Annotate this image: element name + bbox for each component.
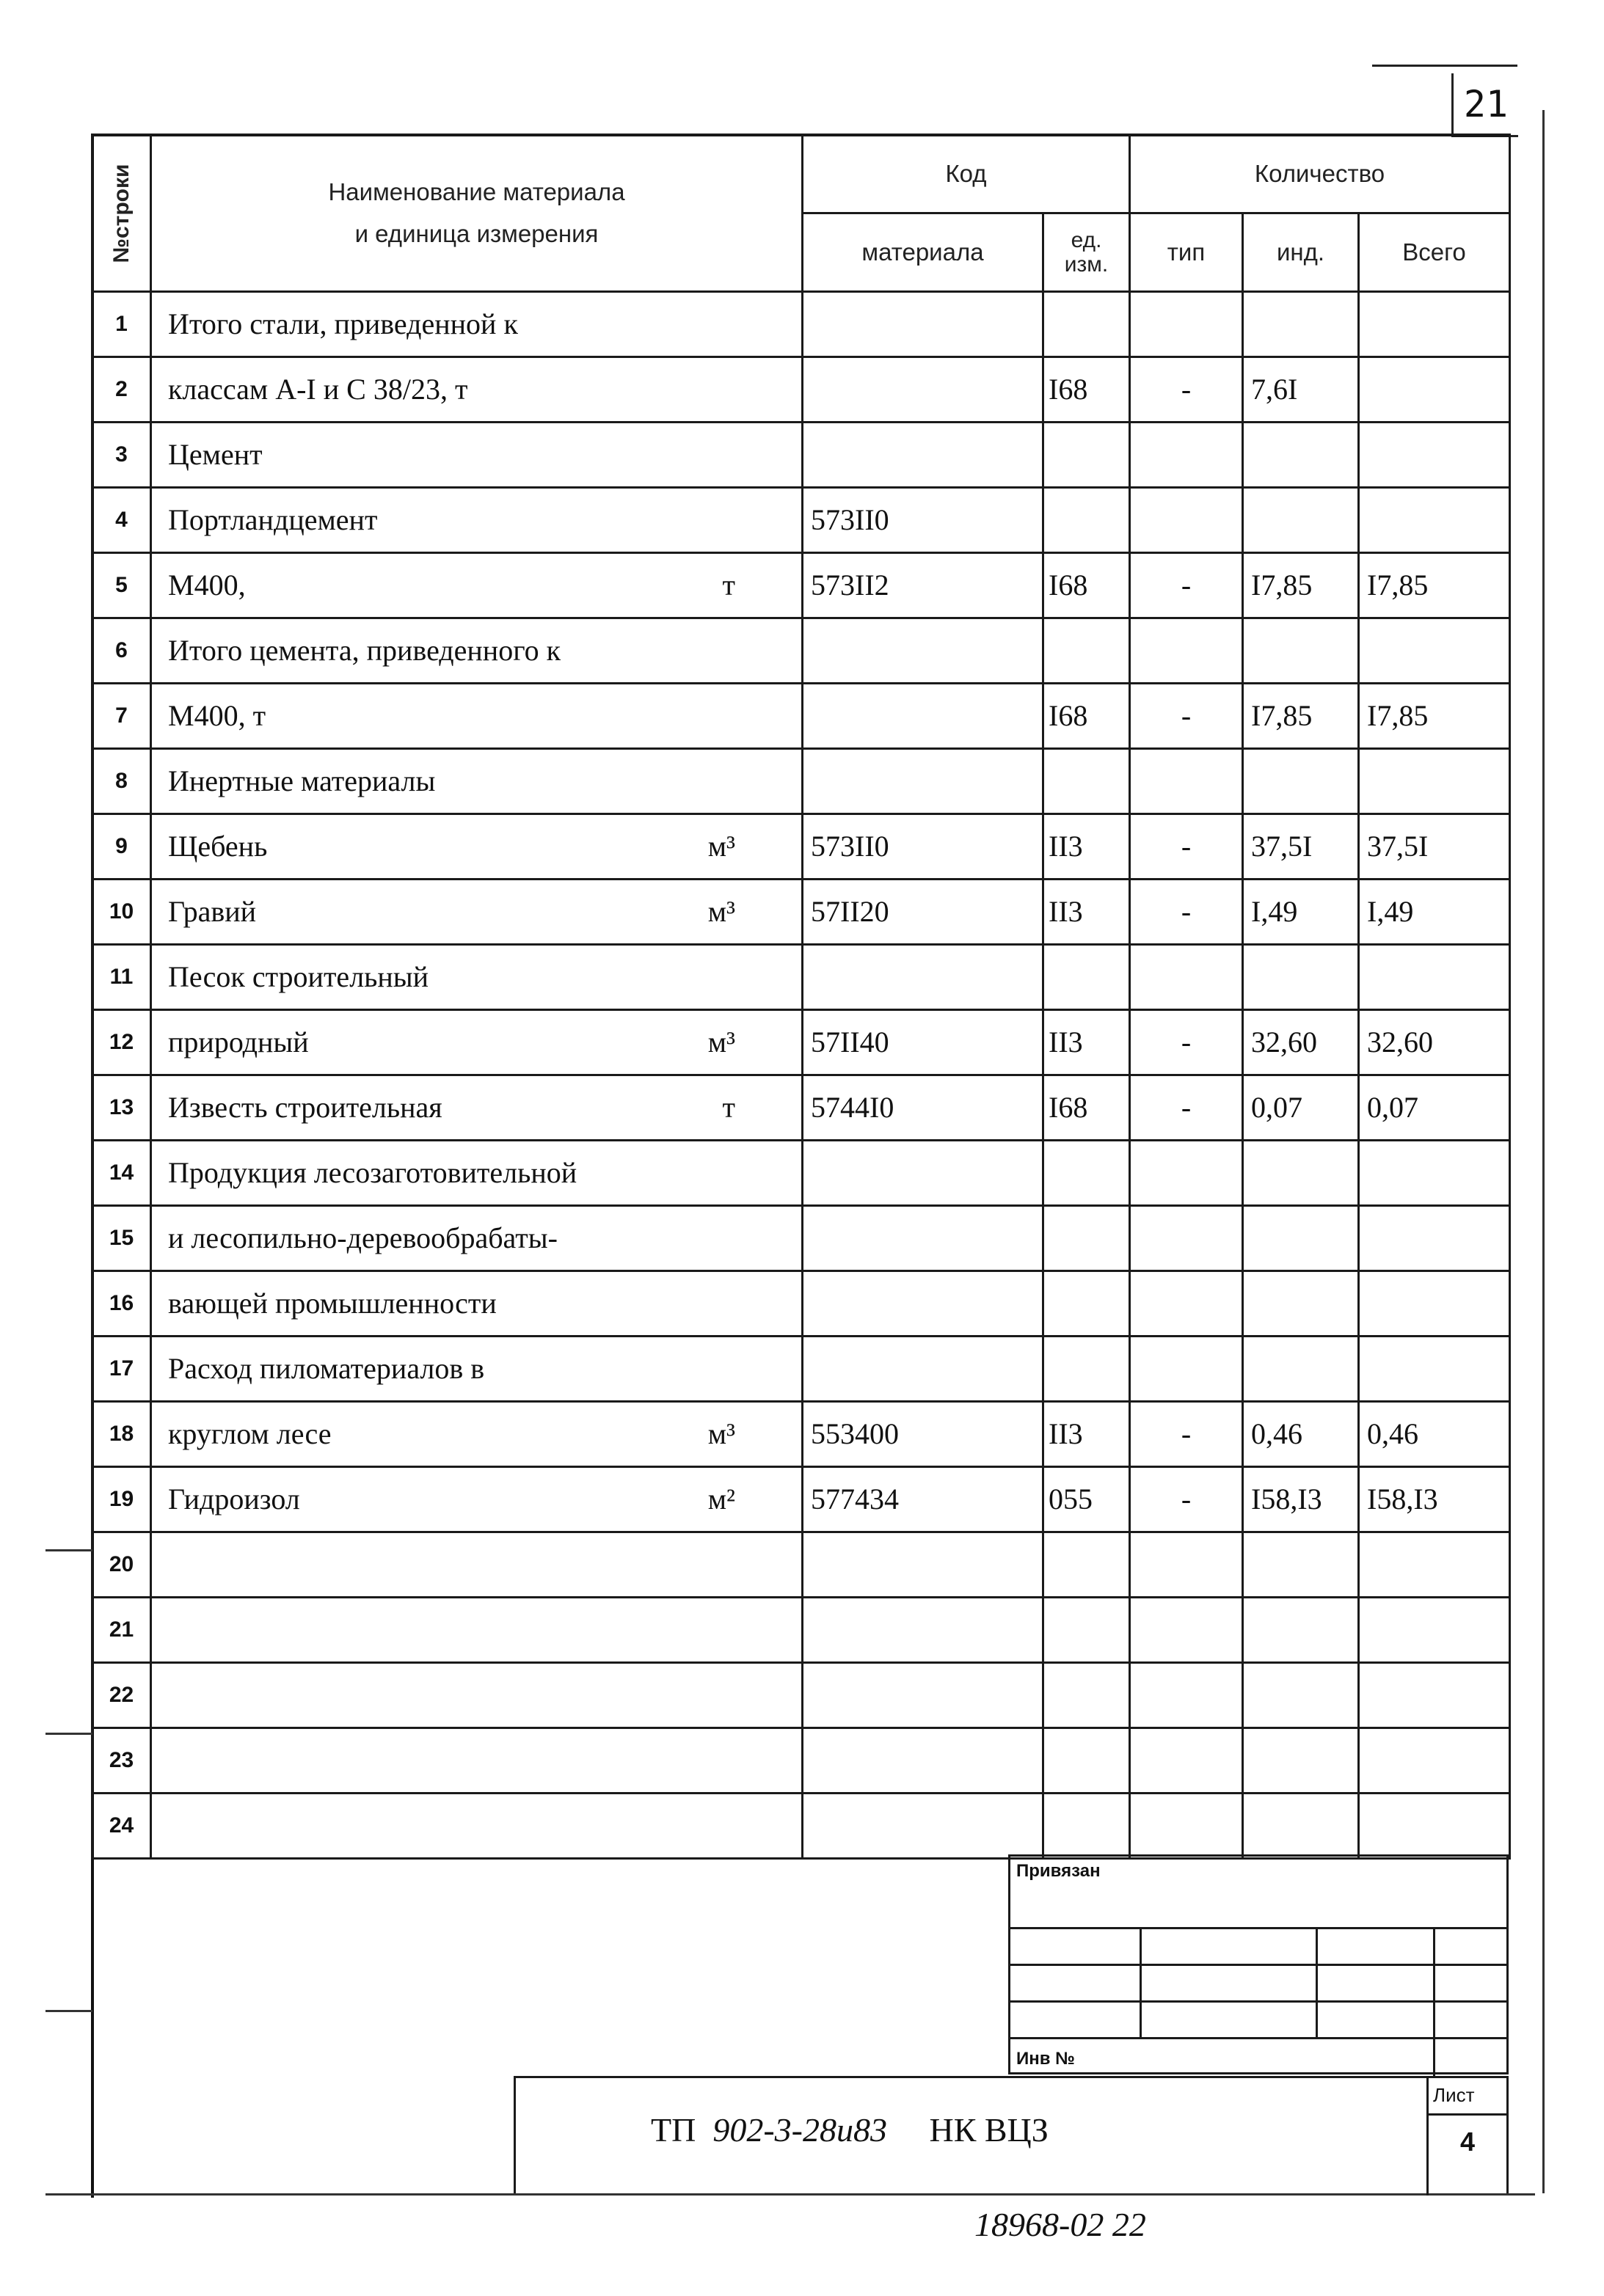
material-code: 5744I0 <box>803 1075 1043 1141</box>
material-name <box>151 1141 803 1206</box>
qty-ind <box>1243 1794 1359 1859</box>
unit-code <box>1043 749 1130 814</box>
header-row-1 <box>92 135 1510 213</box>
unit-code: I68 <box>1043 684 1130 749</box>
material-code <box>803 423 1043 488</box>
table-row <box>92 749 1510 814</box>
qty-type: - <box>1130 1075 1243 1141</box>
qty-ind <box>1243 749 1359 814</box>
table-row <box>92 488 1510 553</box>
unit-code <box>1043 1728 1130 1794</box>
row-number: 3 <box>92 423 151 488</box>
material-name <box>151 814 803 880</box>
material-name <box>151 357 803 423</box>
unit-code <box>1043 488 1130 553</box>
row-number: 4 <box>92 488 151 553</box>
qty-total: 32,60 <box>1359 1010 1510 1075</box>
table-row <box>92 814 1510 880</box>
table-row <box>92 1663 1510 1728</box>
qty-total: 0,46 <box>1359 1402 1510 1467</box>
qty-ind: 32,60 <box>1243 1010 1359 1075</box>
qty-ind <box>1243 1141 1359 1206</box>
material-code: 57II20 <box>803 880 1043 945</box>
material-name <box>151 749 803 814</box>
material-name-text: Продукция лесозаготовительной <box>168 1156 577 1189</box>
material-name <box>151 1663 803 1728</box>
row-number: 23 <box>92 1728 151 1794</box>
material-name-text: Итого стали, приведенной к <box>168 307 518 340</box>
qty-type <box>1130 1794 1243 1859</box>
unit-code <box>1043 1141 1130 1206</box>
header-quantity-group: Количество <box>1130 135 1510 213</box>
table-row <box>92 423 1510 488</box>
qty-type: - <box>1130 1402 1243 1467</box>
table-row <box>92 553 1510 618</box>
row-number: 7 <box>92 684 151 749</box>
material-unit: м³ <box>707 1417 735 1450</box>
unit-code <box>1043 1337 1130 1402</box>
header-material-name: Наименование материала и единица измерения <box>151 135 803 292</box>
material-code <box>803 1663 1043 1728</box>
qty-type <box>1130 1337 1243 1402</box>
material-name-text: классам А-I и С 38/23, т <box>168 373 468 406</box>
table-row <box>92 1337 1510 1402</box>
qty-total <box>1359 749 1510 814</box>
margin-tick <box>45 2010 92 2012</box>
qty-type <box>1130 292 1243 357</box>
qty-type: - <box>1130 1010 1243 1075</box>
header-qty-ind: инд. <box>1243 213 1359 292</box>
material-unit: м³ <box>707 1025 735 1059</box>
qty-total <box>1359 1206 1510 1271</box>
qty-ind <box>1243 292 1359 357</box>
qty-type: - <box>1130 553 1243 618</box>
qty-total <box>1359 618 1510 684</box>
table-row <box>92 1010 1510 1075</box>
row-number: 17 <box>92 1337 151 1402</box>
unit-code <box>1043 1794 1130 1859</box>
qty-total: I,49 <box>1359 880 1510 945</box>
table-row <box>92 618 1510 684</box>
qty-total: I58,I3 <box>1359 1467 1510 1532</box>
material-code <box>803 1598 1043 1663</box>
material-code: 573II0 <box>803 488 1043 553</box>
stamp-privyazan-label: Привязан <box>1016 1861 1101 1881</box>
qty-ind <box>1243 488 1359 553</box>
material-name-text: Цемент <box>168 438 263 471</box>
row-number: 18 <box>92 1402 151 1467</box>
unit-code: II3 <box>1043 880 1130 945</box>
material-name <box>151 553 803 618</box>
material-name-text: М400, т <box>168 699 266 732</box>
unit-code: II3 <box>1043 814 1130 880</box>
qty-ind <box>1243 1598 1359 1663</box>
qty-type <box>1130 1663 1243 1728</box>
table-row <box>92 1402 1510 1467</box>
qty-total <box>1359 1598 1510 1663</box>
document-code: ТП 902-3-28и83 НК ВЦЗ <box>651 2111 1049 2149</box>
header-qty-total: Всего <box>1359 213 1510 292</box>
qty-ind <box>1243 1337 1359 1402</box>
unit-code <box>1043 1598 1130 1663</box>
qty-total <box>1359 488 1510 553</box>
qty-total <box>1359 292 1510 357</box>
material-name-text: природный <box>168 1025 309 1059</box>
material-name <box>151 1728 803 1794</box>
material-code <box>803 1337 1043 1402</box>
qty-ind <box>1243 1206 1359 1271</box>
header-code-unit: ед. изм. <box>1043 213 1130 292</box>
unit-code <box>1043 1532 1130 1598</box>
row-number: 8 <box>92 749 151 814</box>
material-name <box>151 684 803 749</box>
material-name <box>151 1075 803 1141</box>
title-block <box>514 2076 1509 2193</box>
frame-right-line <box>1542 110 1545 2193</box>
qty-ind <box>1243 1728 1359 1794</box>
table-row <box>92 1598 1510 1663</box>
unit-code <box>1043 292 1130 357</box>
material-unit: м³ <box>707 830 735 863</box>
material-name-text: Гравий <box>168 895 257 928</box>
unit-code: I68 <box>1043 1075 1130 1141</box>
qty-type <box>1130 488 1243 553</box>
material-name-text: Гидроизол <box>168 1482 300 1516</box>
qty-ind: I58,I3 <box>1243 1467 1359 1532</box>
material-code <box>803 1206 1043 1271</box>
qty-total <box>1359 357 1510 423</box>
row-number: 24 <box>92 1794 151 1859</box>
qty-type <box>1130 749 1243 814</box>
unit-code <box>1043 1206 1130 1271</box>
row-number: 1 <box>92 292 151 357</box>
table-row <box>92 1141 1510 1206</box>
unit-code: I68 <box>1043 553 1130 618</box>
material-name <box>151 1598 803 1663</box>
material-name-text: Щебень <box>168 830 268 863</box>
row-number: 22 <box>92 1663 151 1728</box>
margin-tick <box>45 1549 92 1551</box>
qty-total: 0,07 <box>1359 1075 1510 1141</box>
row-number: 2 <box>92 357 151 423</box>
table-row <box>92 1532 1510 1598</box>
qty-total <box>1359 1663 1510 1728</box>
table-row <box>92 880 1510 945</box>
material-name <box>151 1794 803 1859</box>
qty-total <box>1359 423 1510 488</box>
material-name <box>151 1010 803 1075</box>
table-row <box>92 945 1510 1010</box>
material-code: 573II0 <box>803 814 1043 880</box>
unit-code: 055 <box>1043 1467 1130 1532</box>
qty-type <box>1130 423 1243 488</box>
qty-total <box>1359 1337 1510 1402</box>
material-code <box>803 1728 1043 1794</box>
material-code <box>803 945 1043 1010</box>
qty-type: - <box>1130 684 1243 749</box>
row-number: 12 <box>92 1010 151 1075</box>
row-number: 19 <box>92 1467 151 1532</box>
qty-total <box>1359 945 1510 1010</box>
material-name <box>151 1467 803 1532</box>
qty-total <box>1359 1728 1510 1794</box>
qty-type: - <box>1130 357 1243 423</box>
material-code <box>803 749 1043 814</box>
material-unit: м² <box>707 1482 735 1516</box>
qty-type: - <box>1130 880 1243 945</box>
table-row <box>92 357 1510 423</box>
row-number: 20 <box>92 1532 151 1598</box>
qty-ind: 0,46 <box>1243 1402 1359 1467</box>
material-code <box>803 684 1043 749</box>
material-code <box>803 1141 1043 1206</box>
material-name-text: М400, <box>168 568 246 602</box>
row-number: 6 <box>92 618 151 684</box>
material-name <box>151 945 803 1010</box>
row-number: 14 <box>92 1141 151 1206</box>
top-rule <box>1372 65 1517 67</box>
material-code <box>803 1794 1043 1859</box>
row-number: 9 <box>92 814 151 880</box>
qty-type <box>1130 1141 1243 1206</box>
materials-table <box>91 134 1511 1860</box>
row-number: 5 <box>92 553 151 618</box>
material-name-text: вающей промышленности <box>168 1287 497 1320</box>
row-number: 15 <box>92 1206 151 1271</box>
material-name <box>151 1337 803 1402</box>
table-row <box>92 1794 1510 1859</box>
qty-type: - <box>1130 814 1243 880</box>
unit-code: I68 <box>1043 357 1130 423</box>
unit-code: II3 <box>1043 1010 1130 1075</box>
qty-total <box>1359 1794 1510 1859</box>
header-qty-type: тип <box>1130 213 1243 292</box>
row-number: 10 <box>92 880 151 945</box>
table-row <box>92 1271 1510 1337</box>
qty-total: 37,5I <box>1359 814 1510 880</box>
material-name <box>151 488 803 553</box>
table-row <box>92 292 1510 357</box>
header-code-material: материала <box>803 213 1043 292</box>
stamp-inv-label: Инв № <box>1016 2049 1075 2069</box>
qty-ind <box>1243 1663 1359 1728</box>
qty-total <box>1359 1532 1510 1598</box>
binding-stamp <box>1008 1854 1509 2074</box>
material-code <box>803 1532 1043 1598</box>
material-code <box>803 357 1043 423</box>
qty-ind <box>1243 1532 1359 1598</box>
material-name <box>151 423 803 488</box>
material-name <box>151 1206 803 1271</box>
qty-total: I7,85 <box>1359 553 1510 618</box>
qty-type <box>1130 945 1243 1010</box>
material-name-text: Портландцемент <box>168 503 378 536</box>
qty-type <box>1130 1598 1243 1663</box>
material-name-text: круглом лесе <box>168 1417 332 1450</box>
row-number: 13 <box>92 1075 151 1141</box>
table-row <box>92 1728 1510 1794</box>
qty-total <box>1359 1141 1510 1206</box>
table-row <box>92 1206 1510 1271</box>
archive-number: 18968-02 22 <box>974 2206 1146 2243</box>
qty-type <box>1130 1271 1243 1337</box>
header-row-number: №строки <box>92 135 151 292</box>
qty-ind <box>1243 945 1359 1010</box>
material-name-text: Итого цемента, приведенного к <box>168 634 561 667</box>
qty-ind: I7,85 <box>1243 684 1359 749</box>
bottom-rule <box>45 2193 1535 2196</box>
margin-tick <box>45 1733 92 1735</box>
qty-type <box>1130 1206 1243 1271</box>
material-code <box>803 618 1043 684</box>
material-code: 577434 <box>803 1467 1043 1532</box>
qty-ind <box>1243 423 1359 488</box>
material-name <box>151 880 803 945</box>
material-name <box>151 1402 803 1467</box>
qty-total <box>1359 1271 1510 1337</box>
qty-ind: 0,07 <box>1243 1075 1359 1141</box>
material-unit: т <box>722 1091 735 1124</box>
material-name <box>151 292 803 357</box>
qty-ind <box>1243 1271 1359 1337</box>
material-name-text: Известь строительная <box>168 1091 442 1124</box>
material-unit: т <box>722 568 735 602</box>
qty-ind: 37,5I <box>1243 814 1359 880</box>
material-unit: м³ <box>707 895 735 928</box>
qty-ind: I7,85 <box>1243 553 1359 618</box>
material-code: 553400 <box>803 1402 1043 1467</box>
material-name-text: Песок строительный <box>168 960 429 993</box>
qty-type <box>1130 1728 1243 1794</box>
table-row <box>92 684 1510 749</box>
row-number: 16 <box>92 1271 151 1337</box>
row-number: 11 <box>92 945 151 1010</box>
sheet-number: 4 <box>1459 2127 1476 2157</box>
material-name-text: Расход пиломатериалов в <box>168 1352 485 1385</box>
material-code <box>803 292 1043 357</box>
table-row <box>92 1467 1510 1532</box>
unit-code <box>1043 423 1130 488</box>
table-row <box>92 1075 1510 1141</box>
material-name <box>151 618 803 684</box>
material-name-text: Инертные материалы <box>168 764 436 797</box>
header-code-group: Код <box>803 135 1130 213</box>
material-name <box>151 1271 803 1337</box>
unit-code <box>1043 618 1130 684</box>
qty-ind: 7,6I <box>1243 357 1359 423</box>
material-code: 573II2 <box>803 553 1043 618</box>
qty-total: I7,85 <box>1359 684 1510 749</box>
unit-code <box>1043 945 1130 1010</box>
unit-code: II3 <box>1043 1402 1130 1467</box>
qty-ind: I,49 <box>1243 880 1359 945</box>
material-code <box>803 1271 1043 1337</box>
material-code: 57II40 <box>803 1010 1043 1075</box>
material-name <box>151 1532 803 1598</box>
qty-type <box>1130 1532 1243 1598</box>
unit-code <box>1043 1271 1130 1337</box>
qty-type <box>1130 618 1243 684</box>
qty-ind <box>1243 618 1359 684</box>
row-number: 21 <box>92 1598 151 1663</box>
qty-type: - <box>1130 1467 1243 1532</box>
table-body <box>92 292 1510 1859</box>
material-name-text: и лесопильно-деревообрабаты- <box>168 1221 558 1254</box>
sheet-number-box <box>1426 2078 1506 2196</box>
page-number: 21 <box>1451 73 1518 137</box>
sheet-label: Лист <box>1433 2084 1475 2106</box>
unit-code <box>1043 1663 1130 1728</box>
